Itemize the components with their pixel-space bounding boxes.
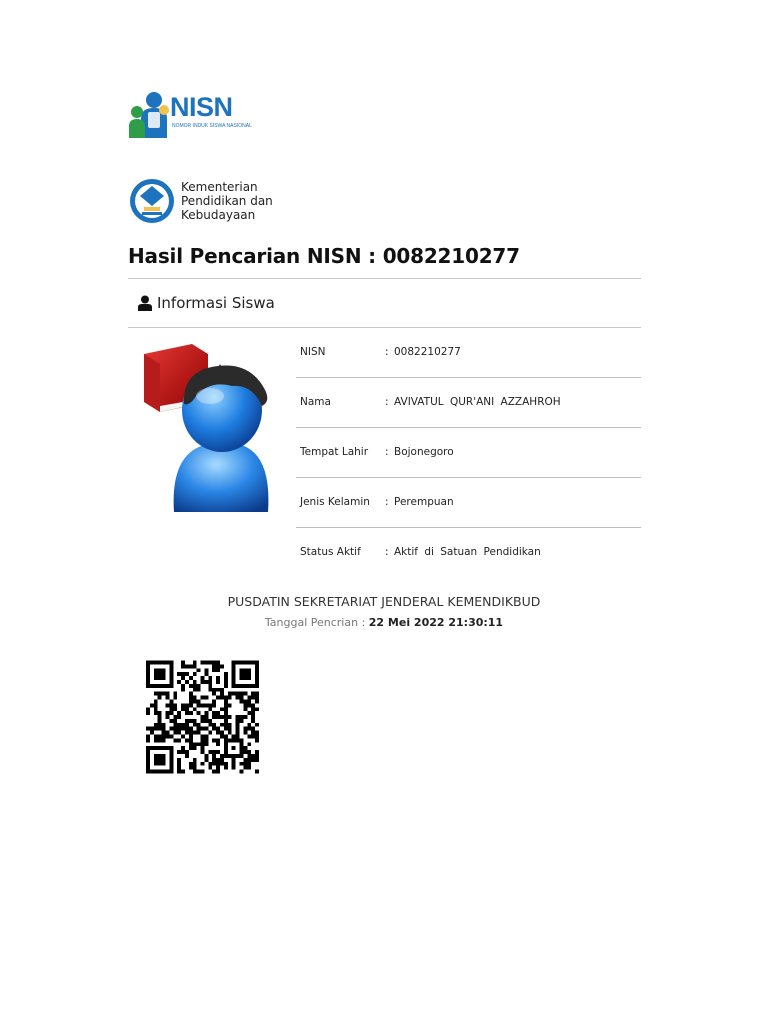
footer-organization: PUSDATIN SEKRETARIAT JENDERAL KEMENDIKBUD — [227, 594, 541, 609]
ministry-name-line: Pendidikan dan — [181, 194, 273, 208]
info-row-jenis-kelamin — [296, 478, 641, 528]
qr-code — [146, 659, 259, 775]
info-colon: : — [385, 546, 389, 558]
search-date — [0, 616, 768, 629]
info-row-tempat-lahir — [296, 428, 641, 478]
student-avatar-icon — [140, 340, 275, 515]
nisn-logo — [128, 90, 252, 140]
qr-code-image — [146, 659, 259, 775]
info-label: NISN — [300, 346, 326, 358]
ministry-name-line: Kebudayaan — [181, 208, 256, 222]
info-row-nisn — [296, 328, 641, 378]
page-title-prefix: Hasil Pencarian NISN : — [128, 244, 383, 268]
info-colon: : — [385, 446, 389, 458]
info-row-nama — [296, 378, 641, 428]
search-date-label: Tanggal Pencrian : — [264, 616, 369, 629]
tut-wuri-handayani-logo — [129, 178, 175, 224]
info-colon: : — [385, 496, 389, 508]
ministry-name — [181, 180, 273, 222]
ministry-name-line: Kementerian — [181, 180, 258, 194]
section-label: Informasi Siswa — [157, 294, 275, 312]
nisn-logo-subtitle: NOMOR INDUK SISWA NASIONAL — [172, 123, 252, 129]
info-value: 0082210277 — [394, 346, 461, 358]
page-title — [128, 244, 520, 268]
page-title-nisn: 0082210277 — [382, 244, 520, 268]
search-date-value: 22 Mei 2022 21:30:11 — [368, 616, 504, 629]
info-value: Aktif di Satuan Pendidikan — [394, 546, 541, 558]
nisn-logo-text: NISN — [170, 92, 233, 122]
student-info-table — [296, 328, 641, 577]
info-colon: : — [385, 346, 389, 358]
nisn-people-icon — [128, 90, 176, 140]
section-header — [138, 293, 275, 313]
info-value: Bojonegoro — [394, 446, 454, 458]
ministry-emblem-icon — [129, 178, 175, 224]
info-label: Tempat Lahir — [300, 446, 369, 458]
info-row-status-aktif — [296, 528, 641, 577]
info-label: Status Aktif — [300, 546, 361, 558]
info-label: Jenis Kelamin — [300, 496, 370, 508]
user-icon — [138, 295, 152, 311]
info-value: Perempuan — [394, 496, 454, 508]
info-colon: : — [385, 396, 389, 408]
info-value: AVIVATUL QUR'ANI AZZAHROH — [394, 396, 561, 408]
title-divider — [128, 278, 641, 279]
student-avatar — [140, 340, 275, 515]
info-label: Nama — [300, 396, 331, 408]
